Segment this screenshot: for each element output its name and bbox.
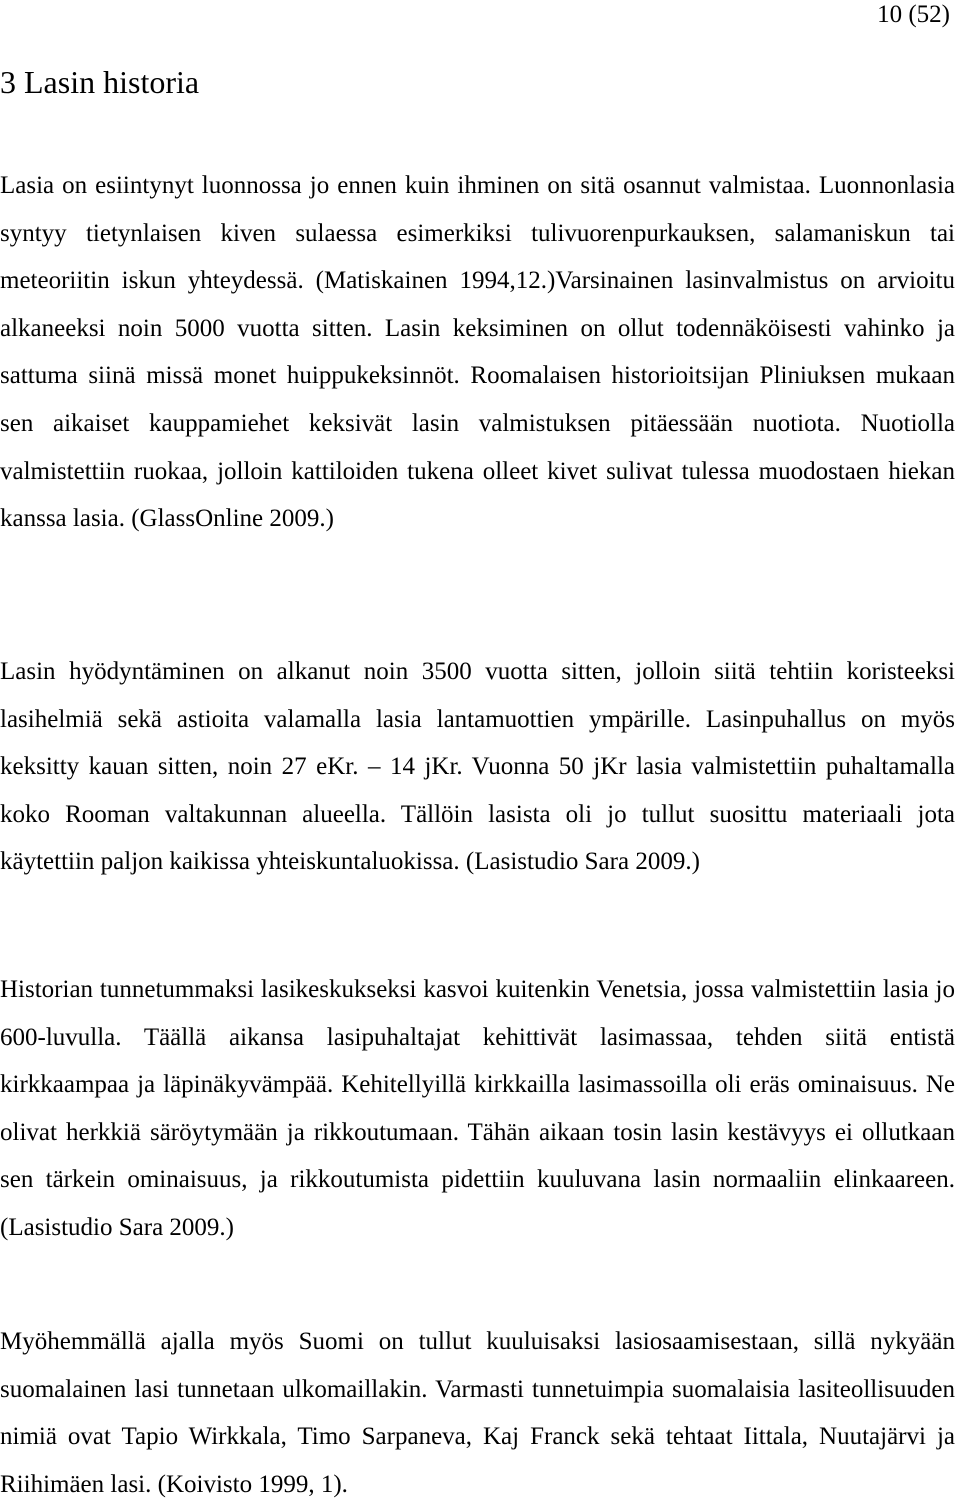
paragraph-1: Lasia on esiintynyt luonnossa jo ennen kuin ihminen on sitä osannut valmistaa. Luonnonlasia syntyy tietynlaisen kiven sulaessa esimerkiksi tulivuorenpurkauksen, salamaniskun tai meteoriitin iskun yhteydessä. (Matiskainen 1994,12.)Varsinainen lasinvalmistus on arvioitu alkaneeksi noin 5000 vuotta sitten. Lasin keksiminen on ollut todennäköisesti vahinko ja sattuma siinä missä monet huippukeksinnöt. Roomalaisen historioitsijan Pliniuksen mukaan sen aikaiset kauppamiehet keksivät lasin valmistuksen pitäessään nuotiota. Nuotiolla valmistettiin ruokaa, jolloin kattiloiden tukena olleet kivet sulivat tulessa muodostaen hiekan kanssa lasia. (GlassOnline 2009.) [0, 172, 955, 533]
paragraph-2: Lasin hyödyntäminen on alkanut noin 3500 vuotta sitten, jolloin siitä tehtiin koristeeksi lasihelmiä sekä astioita valamalla lasia lantamuottien ympärille. Lasinpuhallus on myös keksitty kauan sitten, noin 27 eKr. – 14 jKr. Vuonna 50 jKr lasia valmistettiin puhaltamalla koko Rooman valtakunnan alueella. Tällöin lasista oli jo tullut suosittu materiaali jota käytettiin paljon kaikissa yhteiskuntaluokissa. (Lasistudio Sara 2009.) [0, 658, 955, 876]
page-number: 10 (52) [877, 1, 950, 28]
paragraph-3: Historian tunnetummaksi lasikeskukseksi kasvoi kuitenkin Venetsia, jossa valmistettiin lasia jo 600-luvulla. Täällä aikansa lasipuhaltajat kehittivät lasimassaa, tehden siitä entistä kirkkaampaa ja läpinäkyvämpää. Kehitellyillä kirkkailla lasimassoilla oli eräs ominaisuus. Ne olivat herkkiä säröytymään ja rikkoutumaan. Tähän aikaan tosin lasin kestävyys ei ollutkaan sen tärkein ominaisuus, ja rikkoutumista pidettiin kuuluvana lasin normaaliin elinkaareen. (Lasistudio Sara 2009.) [0, 976, 955, 1241]
paragraph-4: Myöhemmällä ajalla myös Suomi on tullut kuuluisaksi lasiosaamisestaan, sillä nykyään suomalainen lasi tunnetaan ulkomaillakin. Varmasti tunnetuimpia suomalaisia lasiteollisuuden nimiä ovat Tapio Wirkkala, Timo Sarpaneva, Kaj Franck sekä tehtaat Iittala, Nuutajärvi ja Riihimäen lasi. (Koivisto 1999, 1). [0, 1328, 955, 1498]
chapter-heading: 3 Lasin historia [0, 64, 200, 100]
